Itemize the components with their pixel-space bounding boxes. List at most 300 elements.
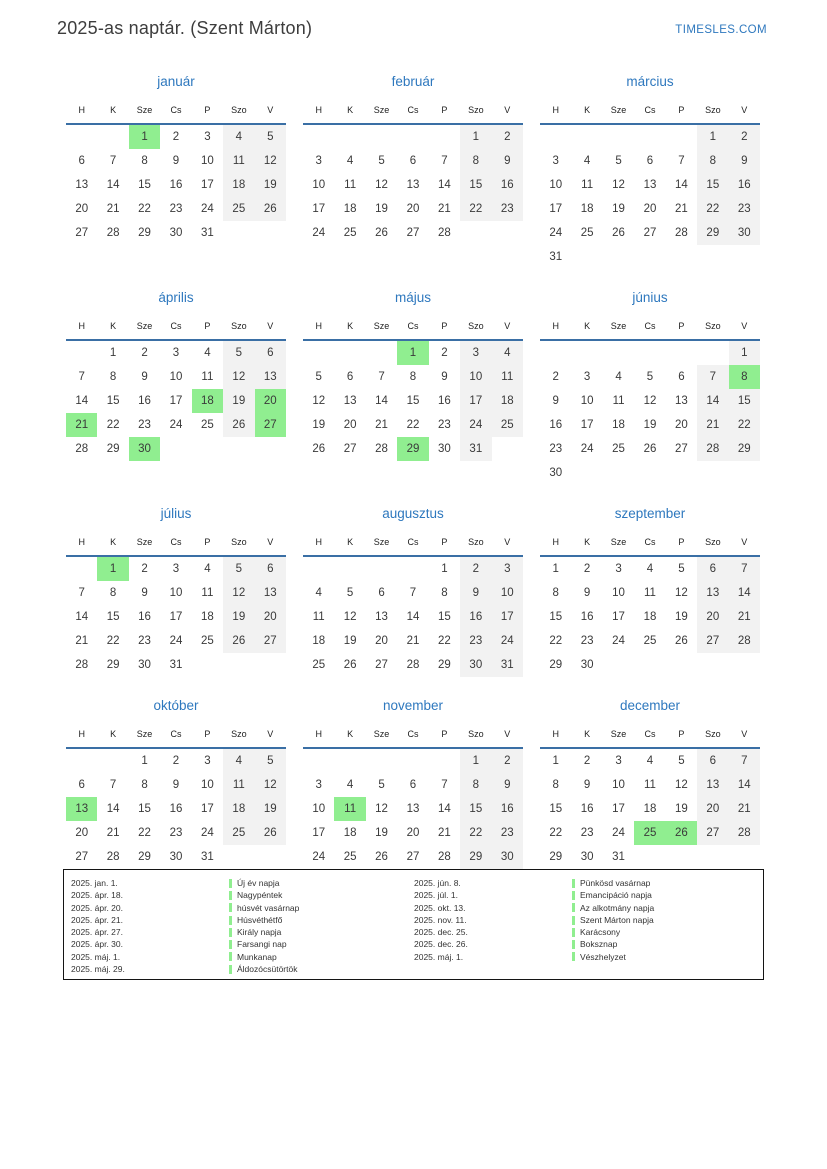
day-cell: 8: [141, 155, 148, 167]
month-title: április: [158, 290, 194, 305]
day-cell: 11: [223, 773, 254, 797]
day-cell: 13: [343, 395, 357, 407]
weekday-header: H: [315, 320, 322, 331]
weekday-header: P: [678, 536, 685, 547]
month-title: március: [626, 74, 674, 89]
legend-entry: [71, 889, 414, 901]
weekday-header: V: [741, 728, 748, 739]
day-cell: 26: [255, 821, 286, 845]
day-cell: 29: [729, 437, 760, 461]
day-cell: 10: [312, 179, 326, 191]
day-cell: 20: [406, 203, 420, 215]
day-cell: 22: [438, 635, 451, 647]
legend-color-bar-icon: [572, 879, 575, 888]
week-row: [66, 124, 286, 149]
week-row: [303, 581, 523, 605]
legend-column: [414, 877, 763, 963]
day-cell: 17: [312, 203, 326, 215]
week-row: [66, 629, 286, 653]
legend-entry: [414, 902, 763, 914]
day-cell: 19: [375, 827, 388, 839]
day-cell: 22: [460, 197, 491, 221]
legend-holiday-name: Az alkotmány napja: [572, 902, 654, 914]
day-cell: 17: [549, 203, 563, 215]
day-cell: 24: [612, 827, 625, 839]
day-cell: 12: [255, 773, 286, 797]
week-row: [66, 389, 286, 413]
day-cell: 10: [549, 179, 563, 191]
day-cell-empty: [366, 340, 397, 365]
day-cell: 29: [397, 437, 428, 461]
day-cell-empty: [303, 340, 334, 365]
day-cell: 16: [729, 173, 760, 197]
day-cell-empty: [303, 748, 334, 773]
day-cell: 18: [223, 797, 254, 821]
day-cell: 21: [729, 797, 760, 821]
day-cell: 20: [343, 419, 357, 431]
month-grid: [303, 314, 523, 461]
day-cell: 20: [697, 797, 728, 821]
day-cell-empty: [397, 556, 428, 581]
day-cell: 3: [615, 563, 622, 575]
day-cell: 28: [697, 437, 728, 461]
day-cell: 2: [172, 755, 180, 767]
day-cell: 26: [375, 851, 388, 863]
week-row: [540, 245, 760, 269]
day-cell: 15: [438, 611, 451, 623]
day-cell: 6: [646, 155, 654, 167]
day-cell: 6: [409, 779, 417, 791]
day-cell: 29: [549, 851, 563, 863]
day-cell: 11: [201, 587, 214, 599]
day-cell-empty: [666, 340, 697, 365]
week-row: [303, 437, 523, 461]
day-cell-empty: [397, 748, 428, 773]
day-cell: 18: [223, 173, 254, 197]
day-cell: 14: [75, 395, 89, 407]
week-row: [540, 437, 760, 461]
day-cell: 1: [460, 124, 491, 149]
day-cell: 5: [346, 587, 354, 599]
week-row: [540, 797, 760, 821]
week-row: [540, 773, 760, 797]
weekday-header: Szo: [231, 536, 247, 547]
day-cell: 29: [138, 851, 151, 863]
day-cell: 23: [138, 635, 151, 647]
week-row: [66, 797, 286, 821]
month-title: május: [394, 290, 431, 305]
day-cell: 4: [646, 563, 654, 575]
weekday-header: Cs: [170, 536, 182, 547]
legend-date: 2025. júl. 1.: [414, 890, 458, 901]
month-grid: [66, 530, 286, 677]
day-cell: 3: [172, 563, 180, 575]
day-cell: 15: [549, 611, 563, 623]
day-cell: 25: [612, 443, 625, 455]
day-cell: 4: [315, 587, 322, 599]
week-row: [66, 437, 286, 461]
day-cell: 19: [255, 173, 286, 197]
day-cell-empty: [634, 124, 665, 149]
day-cell: 3: [315, 779, 322, 791]
day-cell: 16: [549, 419, 563, 431]
legend-date: 2025. jan. 1.: [71, 878, 118, 888]
day-cell: 19: [223, 389, 254, 413]
legend-color-bar-icon: [229, 928, 232, 937]
day-cell: 7: [441, 155, 448, 167]
day-cell: 18: [643, 803, 657, 815]
day-cell: 29: [438, 659, 451, 671]
day-cell: 11: [334, 797, 365, 821]
legend-date: 2025. ápr. 30.: [71, 939, 123, 950]
week-row: [303, 389, 523, 413]
weekday-header: K: [110, 104, 117, 115]
month-grid: [66, 314, 286, 461]
weekday-header: V: [267, 728, 274, 739]
day-cell: 7: [697, 365, 728, 389]
day-cell-empty: [223, 221, 254, 245]
day-cell: 8: [409, 371, 417, 383]
day-cell: 27: [697, 821, 728, 845]
legend-color-bar-icon: [572, 940, 575, 949]
day-cell: 10: [580, 395, 594, 407]
weekday-header: V: [504, 320, 511, 331]
day-cell: 17: [492, 605, 523, 629]
weekday-header: P: [678, 728, 685, 739]
day-cell-empty: [66, 340, 97, 365]
legend-date: 2025. dec. 25.: [414, 927, 468, 938]
month-title: augusztus: [382, 506, 444, 521]
day-cell: 24: [201, 203, 214, 215]
week-row: [540, 629, 760, 653]
day-cell-empty: [571, 124, 602, 149]
day-cell: 15: [729, 389, 760, 413]
day-cell: 2: [141, 563, 148, 575]
day-cell: 12: [223, 581, 254, 605]
week-row: [540, 821, 760, 845]
day-cell: 23: [580, 635, 594, 647]
day-cell: 12: [375, 179, 388, 191]
day-cell: 28: [106, 851, 120, 863]
day-cell: 28: [375, 443, 388, 455]
site-link[interactable]: TIMESLES.COM: [675, 24, 767, 36]
day-cell: 22: [106, 635, 120, 647]
day-cell: 5: [646, 371, 654, 383]
day-cell-empty: [729, 653, 760, 677]
day-cell: 7: [441, 779, 448, 791]
day-cell: 24: [580, 443, 594, 455]
month-title: február: [391, 74, 435, 89]
legend-color-bar-icon: [572, 952, 575, 961]
day-cell: 17: [460, 389, 491, 413]
day-cell-empty: [66, 124, 97, 149]
month-grid: [303, 98, 523, 245]
week-row: [66, 365, 286, 389]
legend-holiday-name: Munkanap: [229, 951, 277, 963]
day-cell: 14: [697, 389, 728, 413]
month-grid: [540, 98, 760, 269]
weekday-header: K: [584, 320, 591, 331]
weekday-header: K: [347, 104, 354, 115]
day-cell: 24: [312, 851, 326, 863]
day-cell: 3: [615, 755, 622, 767]
legend-entry: [71, 963, 414, 975]
day-cell: 3: [204, 755, 211, 767]
weekday-header: K: [347, 536, 354, 547]
day-cell: 2: [441, 347, 448, 359]
legend-color-bar-icon: [572, 928, 575, 937]
legend-color-bar-icon: [229, 940, 232, 949]
day-cell: 19: [675, 611, 688, 623]
legend-color-bar-icon: [229, 952, 232, 961]
day-cell: 12: [343, 611, 357, 623]
weekday-header: Sze: [373, 728, 390, 739]
legend-entry: [414, 951, 763, 963]
day-cell: 19: [612, 203, 625, 215]
day-cell: 26: [223, 629, 254, 653]
month-title: július: [160, 506, 192, 521]
day-cell: 23: [549, 443, 563, 455]
day-cell: 1: [141, 755, 148, 767]
legend-color-bar-icon: [572, 903, 575, 912]
day-cell-empty: [334, 340, 365, 365]
day-cell: 8: [729, 365, 760, 389]
day-cell: 6: [255, 340, 286, 365]
legend-color-bar-icon: [229, 879, 232, 888]
month-title: június: [632, 290, 668, 305]
day-cell-empty: [223, 653, 254, 677]
day-cell: 21: [66, 413, 97, 437]
day-cell-empty: [666, 653, 697, 677]
weekday-header: Szo: [705, 104, 721, 115]
day-cell: 5: [255, 748, 286, 773]
weekday-header: H: [552, 728, 559, 739]
day-cell: 18: [612, 419, 625, 431]
day-cell: 13: [406, 179, 420, 191]
month-szeptember: [540, 505, 760, 677]
day-cell: 9: [583, 779, 591, 791]
day-cell: 18: [343, 203, 357, 215]
day-cell: 2: [729, 124, 760, 149]
day-cell: 9: [172, 779, 180, 791]
day-cell: 25: [223, 197, 254, 221]
day-cell-empty: [366, 748, 397, 773]
month-december: [540, 697, 760, 869]
month-grid: [66, 98, 286, 245]
legend-entry: [71, 951, 414, 963]
day-cell: 6: [678, 371, 685, 383]
day-cell: 30: [492, 845, 523, 869]
day-cell: 15: [138, 179, 151, 191]
day-cell-empty: [255, 653, 286, 677]
month-title: november: [382, 698, 444, 713]
legend-date: 2025. máj. 1.: [414, 951, 464, 962]
day-cell: 10: [612, 779, 625, 791]
day-cell: 31: [201, 227, 214, 239]
week-row: [66, 773, 286, 797]
weekday-header: P: [204, 104, 211, 115]
week-row: [303, 821, 523, 845]
weekday-header: K: [110, 728, 117, 739]
weekday-header: Sze: [373, 320, 390, 331]
day-cell: 28: [438, 851, 451, 863]
day-cell-empty: [540, 124, 571, 149]
day-cell: 12: [255, 149, 286, 173]
day-cell: 20: [75, 203, 89, 215]
day-cell: 12: [312, 395, 326, 407]
day-cell-empty: [666, 245, 697, 269]
week-row: [540, 389, 760, 413]
day-cell: 15: [460, 173, 491, 197]
day-cell: 30: [138, 659, 151, 671]
weekday-header: Cs: [407, 104, 419, 115]
weekday-header: Cs: [407, 320, 419, 331]
week-row: [303, 629, 523, 653]
day-cell-empty: [603, 653, 634, 677]
day-cell: 27: [406, 227, 420, 239]
day-cell-empty: [255, 845, 286, 869]
day-cell: 22: [460, 821, 491, 845]
day-cell: 11: [492, 365, 523, 389]
day-cell: 13: [66, 797, 97, 821]
day-cell: 12: [643, 395, 657, 407]
legend-holiday-name: Emancipáció napja: [572, 889, 652, 901]
weekday-header: V: [741, 320, 748, 331]
day-cell: 23: [169, 827, 183, 839]
day-cell: 16: [138, 395, 151, 407]
week-row: [540, 748, 760, 773]
day-cell: 31: [460, 437, 491, 461]
day-cell: 27: [255, 629, 286, 653]
day-cell: 23: [492, 197, 523, 221]
day-cell: 8: [460, 773, 491, 797]
day-cell: 28: [75, 659, 89, 671]
day-cell: 11: [581, 179, 594, 191]
weekday-header: H: [78, 104, 85, 115]
day-cell-empty: [192, 653, 223, 677]
day-cell-empty: [666, 845, 697, 869]
day-cell: 28: [438, 227, 451, 239]
day-cell: 15: [406, 395, 420, 407]
weekday-header: P: [441, 104, 448, 115]
day-cell: 21: [75, 635, 89, 647]
week-row: [303, 773, 523, 797]
day-cell: 11: [201, 371, 214, 383]
day-cell: 30: [169, 227, 183, 239]
day-cell: 5: [315, 371, 322, 383]
week-row: [66, 581, 286, 605]
day-cell: 27: [406, 851, 420, 863]
legend-color-bar-icon: [229, 965, 232, 974]
week-row: [540, 605, 760, 629]
legend-holiday-name: Nagypéntek: [229, 889, 282, 901]
week-row: [303, 221, 523, 245]
day-cell: 8: [552, 779, 559, 791]
weekday-header: V: [267, 320, 274, 331]
weekday-header: Sze: [610, 104, 627, 115]
day-cell: 9: [172, 155, 180, 167]
day-cell: 15: [697, 173, 728, 197]
day-cell: 30: [549, 467, 563, 479]
day-cell: 10: [460, 365, 491, 389]
legend-entry: [71, 914, 414, 926]
week-row: [303, 845, 523, 869]
day-cell-empty: [366, 556, 397, 581]
day-cell: 12: [675, 587, 688, 599]
weekday-header: H: [315, 104, 322, 115]
legend-date: 2025. okt. 13.: [414, 902, 466, 913]
day-cell: 10: [169, 587, 183, 599]
day-cell: 18: [580, 203, 594, 215]
day-cell: 8: [141, 779, 148, 791]
day-cell: 6: [78, 155, 85, 167]
day-cell: 16: [580, 611, 594, 623]
day-cell-empty: [697, 461, 728, 485]
page-title: 2025-as naptár. (Szent Márton): [57, 18, 313, 38]
day-cell: 2: [172, 131, 180, 143]
day-cell: 15: [106, 611, 120, 623]
day-cell: 20: [75, 827, 89, 839]
day-cell: 6: [378, 587, 385, 599]
day-cell: 27: [343, 443, 357, 455]
month-title: szeptember: [614, 506, 686, 521]
day-cell: 7: [109, 779, 117, 791]
week-row: [66, 197, 286, 221]
legend-date: 2025. máj. 29.: [71, 964, 125, 975]
day-cell: 20: [255, 389, 286, 413]
legend-color-bar-icon: [229, 903, 232, 912]
day-cell: 5: [678, 755, 685, 767]
day-cell-empty: [697, 845, 728, 869]
day-cell-empty: [223, 437, 254, 461]
day-cell: 4: [223, 748, 254, 773]
day-cell: 14: [75, 611, 89, 623]
legend-entry: [414, 938, 763, 950]
day-cell: 28: [675, 227, 688, 239]
weekday-header: H: [78, 536, 85, 547]
day-cell-empty: [255, 221, 286, 245]
legend-entry: [414, 914, 763, 926]
day-cell: 3: [460, 340, 491, 365]
weekday-header: Szo: [468, 536, 484, 547]
day-cell-empty: [366, 124, 397, 149]
weekday-header: Sze: [373, 104, 390, 115]
legend-date: 2025. jún. 8.: [414, 878, 461, 888]
legend-holiday-name: Király napja: [229, 926, 281, 938]
day-cell: 18: [343, 827, 357, 839]
weekday-header: P: [441, 320, 448, 331]
day-cell: 21: [697, 413, 728, 437]
weekday-header: Sze: [136, 104, 153, 115]
week-row: [66, 821, 286, 845]
day-cell-empty: [334, 124, 365, 149]
day-cell: 8: [460, 149, 491, 173]
day-cell: 28: [106, 227, 120, 239]
weekday-header: P: [678, 104, 685, 115]
day-cell: 8: [109, 587, 117, 599]
weekday-header: Cs: [170, 104, 182, 115]
day-cell-empty: [397, 124, 428, 149]
day-cell: 9: [492, 773, 523, 797]
day-cell-empty: [303, 556, 334, 581]
weekday-header: Cs: [644, 104, 656, 115]
day-cell: 1: [397, 340, 428, 365]
week-row: [303, 149, 523, 173]
day-cell-empty: [634, 340, 665, 365]
weekday-header: P: [204, 320, 211, 331]
day-cell: 3: [492, 556, 523, 581]
day-cell: 20: [675, 419, 688, 431]
